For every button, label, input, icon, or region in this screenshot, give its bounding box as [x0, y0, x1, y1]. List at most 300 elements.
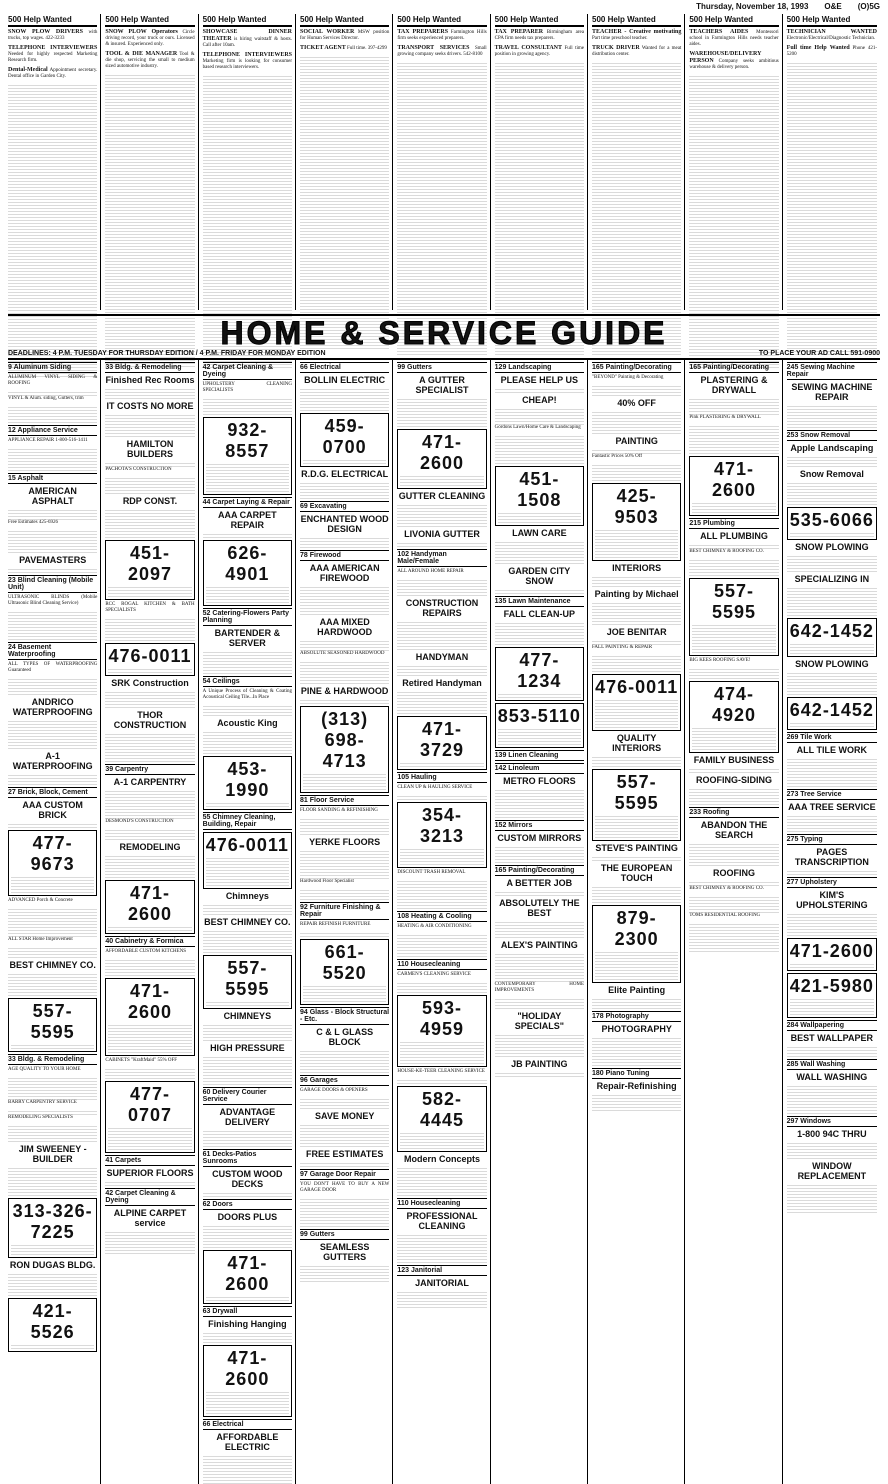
ad-text: AFFORDABLE ELECTRIC: [216, 1432, 279, 1452]
ad-body-text: [105, 1067, 194, 1079]
service-ad: [592, 483, 681, 561]
ad-text: GARDEN CITY SNOW: [508, 566, 571, 586]
service-ad: [105, 978, 194, 1056]
classified-text-filler: [203, 929, 292, 953]
ad-text: BARRY CARPENTRY SERVICE: [8, 1100, 77, 1105]
classified-text-filler: [8, 677, 97, 695]
service-ad: [203, 510, 292, 538]
service-ad: [300, 922, 389, 937]
help-wanted-ad: [8, 29, 97, 42]
ad-phone-number: 593-4959: [419, 998, 465, 1039]
ad-body-text: [692, 623, 775, 653]
classified-text-filler: [108, 1023, 191, 1053]
ad-body-text: [592, 575, 681, 587]
classified-text-filler: [689, 543, 778, 549]
classified-text-filler: [689, 787, 778, 805]
classified-text-filler: [790, 531, 874, 537]
classified-text-filler: [790, 642, 874, 654]
ad-text: BEST CHIMNEY & ROOFING CO.: [689, 886, 764, 891]
classified-text-filler: [105, 690, 194, 708]
ad-text: HOUSE-KE-TEER CLEANING SERVICE: [397, 1069, 485, 1074]
classified-text-filler: [397, 1290, 486, 1308]
service-ad: [300, 469, 389, 499]
service-ad: [203, 628, 292, 674]
ad-text: SPECIALIZING IN: [794, 574, 870, 584]
classified-text-filler: [397, 933, 486, 957]
service-ad: [300, 514, 389, 548]
service-ad: [105, 401, 194, 437]
service-ad: [397, 716, 486, 770]
ad-text: PACHOTA'S CONSTRUCTION: [105, 467, 172, 472]
service-ad: [592, 905, 681, 983]
ad-body-text: [790, 997, 874, 1015]
ad-text: DESMOND'S CONSTRUCTION: [105, 819, 174, 824]
ad-text: DISCOUNT TRASH REMOVAL: [397, 870, 466, 875]
classified-text-filler: [592, 855, 681, 861]
classified-text-filler: [8, 567, 97, 573]
ad-body-text: [11, 1043, 94, 1049]
service-ad: [203, 1043, 292, 1085]
classified-text-filler: [787, 1141, 877, 1159]
help-wanted-ad-text: Tool & die shop, servicing the small to medium sized automotive industry.: [105, 52, 195, 69]
ad-body-text: [8, 1124, 97, 1142]
classified-text-filler: [397, 397, 486, 427]
help-wanted-heading: 500 Help Wanted: [495, 14, 584, 27]
ad-body-text: [206, 1000, 289, 1006]
ad-body-text: [787, 912, 877, 936]
help-wanted-heading: 500 Help Wanted: [397, 14, 486, 27]
guide-column: [105, 360, 198, 1484]
ad-body-text: [105, 617, 194, 641]
service-ad: [689, 415, 778, 454]
classified-text-filler: [592, 61, 681, 357]
classified-text-filler: [105, 508, 194, 538]
ad-body-text: [689, 880, 778, 886]
service-ad: [787, 1161, 877, 1213]
help-wanted-ad-text: Needed for highly respected Marketing Research firm.: [8, 52, 98, 63]
service-ad: [8, 375, 97, 396]
ad-phone-number: 471-2600: [127, 883, 173, 924]
ad-body-text: [108, 1023, 191, 1053]
ad-text: A-1 WATERPROOFING: [12, 751, 93, 771]
ad-body-text: [300, 849, 389, 879]
category-heading: 99 Gutters: [300, 1229, 389, 1240]
ad-text: Gordons Lawn/Home Care & Landscaping: [494, 425, 581, 430]
header-page: (O)5G: [857, 2, 880, 11]
category-heading: 99 Gutters: [397, 362, 486, 373]
ad-phone-number: 477-9673: [30, 833, 75, 874]
classified-text-filler: [8, 822, 97, 828]
help-wanted-ad-title: Full time Help Wanted: [786, 45, 850, 51]
ad-text: RON DUGAS BLDG.: [9, 1260, 96, 1270]
service-ad: [300, 837, 389, 879]
service-ad: [8, 830, 97, 896]
help-wanted-ad-title: SNOW PLOW DRIVERS: [8, 29, 83, 35]
classified-text-filler: [495, 588, 584, 594]
help-wanted-ad: [787, 29, 877, 42]
category-heading: 33 Bldg. & Remodeling: [105, 362, 194, 373]
ad-text: REMODELING SPECIALISTS: [8, 1115, 73, 1120]
ad-text: REPAIR REFINISH FURNITURE: [300, 922, 371, 927]
service-ad: [689, 375, 778, 415]
service-ad: [787, 618, 877, 657]
classified-text-filler: [689, 922, 778, 952]
service-ad: [8, 662, 97, 695]
category-heading: 110 Housecleaning: [397, 1198, 486, 1209]
classified-text-filler: [592, 384, 681, 396]
ad-text: CABINETS "KraftMaid" 55% OFF: [105, 1058, 178, 1063]
ad-text: AAA MIXED HARDWOOD: [317, 617, 373, 637]
category-heading: 78 Firewood: [300, 550, 389, 561]
classified-text-filler: [203, 730, 292, 754]
ad-phone-number: 557-5595: [711, 581, 757, 622]
ad-text: PAINTING: [615, 436, 658, 446]
help-wanted-column: [203, 14, 296, 310]
service-ad: [8, 697, 97, 749]
classified-text-filler: [300, 1123, 389, 1147]
classified-text-filler: [790, 721, 874, 727]
ad-body-text: [206, 462, 289, 492]
ad-text: AGE QUALITY TO YOUR HOME: [8, 1067, 81, 1072]
help-wanted-ad-title: TRANSPORT SERVICES: [397, 45, 470, 51]
ad-text: YOU DON'T HAVE TO BUY A NEW GARAGE DOOR: [300, 1182, 390, 1193]
classified-text-filler: [105, 1067, 194, 1079]
help-wanted-ad-title: TAX PREPARERS: [397, 29, 449, 35]
help-wanted-ad-text: Circle driving record, your truck or ours. Licensed & insured. Experienced only.: [105, 30, 195, 47]
service-ad: [105, 949, 194, 976]
classified-text-filler: [498, 692, 581, 698]
help-wanted-ad: [689, 51, 778, 71]
help-wanted-ad-text: Marketing firm is looking for consumer based research interviewers.: [202, 59, 292, 70]
service-ad: [592, 645, 681, 672]
classified-text-filler: [203, 532, 292, 538]
ad-text: 40% OFF: [617, 398, 656, 408]
service-ad: [495, 982, 584, 1009]
category-heading: 139 Linen Cleaning: [495, 750, 584, 761]
service-ad: [105, 439, 194, 467]
service-ad: [203, 917, 292, 953]
service-ad: [8, 396, 97, 423]
ad-body-text: [400, 761, 483, 767]
classified-text-filler: [300, 698, 389, 704]
help-wanted-ad-text: Birmingham area CPA firm needs tax preparers.: [494, 30, 584, 41]
service-ad: [397, 1154, 486, 1196]
service-ad: [300, 939, 389, 1005]
service-ad: [8, 1260, 97, 1296]
service-ad: [397, 870, 486, 909]
ad-body-text: [8, 822, 97, 828]
ad-body-text: [206, 856, 289, 886]
classified-text-filler: [400, 1131, 483, 1149]
ad-body-text: [8, 447, 97, 471]
service-ad: [397, 924, 486, 957]
classified-text-filler: [790, 962, 874, 968]
ad-text: ABSOLUTELY THE BEST: [499, 898, 580, 918]
ad-body-text: [105, 690, 194, 708]
ad-text: HAMILTON BUILDERS: [126, 439, 174, 459]
ad-body-text: [397, 620, 486, 650]
help-wanted-ad: [495, 29, 584, 42]
help-wanted-ad-title: TELEPHONE INTERVIEWERS: [8, 45, 98, 51]
ad-body-text: [8, 677, 97, 695]
classified-text-filler: [8, 946, 97, 958]
category-heading: 245 Sewing Machine Repair: [787, 362, 877, 380]
ad-body-text: [592, 885, 681, 903]
ad-body-text: [108, 1126, 191, 1150]
ad-phone-number: 477-1234: [517, 650, 562, 691]
ad-text: SNOW PLOWING: [795, 659, 869, 669]
service-ad: [203, 832, 292, 889]
service-ad: [592, 589, 681, 625]
help-wanted-ad: [203, 29, 292, 49]
service-ad: [203, 1212, 292, 1248]
help-wanted-ad: [397, 45, 486, 58]
ad-text: APPLIANCE REPAIR 1-800-516-1411: [8, 438, 88, 443]
ad-body-text: [203, 1454, 292, 1484]
classified-text-filler: [787, 1045, 877, 1057]
ad-text: CUSTOM MIRRORS: [497, 833, 582, 843]
service-ad: [105, 842, 194, 878]
service-ad: [689, 868, 778, 886]
ad-body-text: [397, 690, 486, 714]
service-ad: [8, 898, 97, 937]
ad-text: "BEYOND" Painting & Decorating: [592, 375, 664, 380]
ad-body-text: [787, 554, 877, 572]
ad-body-text: [8, 972, 97, 996]
classified-text-filler: [397, 61, 486, 357]
classified-text-filler: [689, 880, 778, 886]
ad-text: HANDYMAN: [415, 652, 469, 662]
service-ad: [105, 1168, 194, 1186]
classified-text-filler: [689, 767, 778, 773]
ad-text: BOLLIN ELECTRIC: [304, 375, 386, 385]
ad-phone-number: 557-5595: [614, 772, 659, 813]
help-wanted-ad: [300, 45, 389, 52]
ad-body-text: [689, 842, 778, 866]
ad-body-text: [397, 1233, 486, 1263]
ad-text: PLEASE HELP US: [500, 375, 578, 385]
service-ad: [495, 898, 584, 938]
ad-text: Finishing Hanging: [208, 1319, 287, 1329]
classified-text-filler: [397, 1078, 486, 1084]
ad-text: CHEAP!: [522, 395, 557, 405]
classified-text-filler: [400, 761, 483, 767]
category-heading: 44 Carpet Laying & Repair: [203, 497, 292, 508]
classified-text-filler: [400, 1040, 483, 1064]
ad-phone-number: 451-2097: [127, 543, 173, 584]
help-wanted-ad-text: Part time preschool teacher.: [592, 36, 648, 41]
service-ad: [397, 785, 486, 800]
ad-body-text: [206, 585, 289, 603]
ad-phone-number: 421-5980: [789, 976, 874, 996]
classified-text-filler: [8, 972, 97, 996]
ad-text: AAA AMERICAN FIREWOOD: [309, 563, 380, 583]
ad-body-text: [787, 586, 877, 616]
category-heading: 24 Basement Waterproofing: [8, 642, 97, 660]
guide-column: [300, 360, 393, 1484]
service-ad: [203, 382, 292, 415]
ad-body-text: [105, 476, 194, 494]
classified-text-filler: [397, 879, 486, 909]
classified-text-filler: [397, 690, 486, 714]
ad-text: R.D.G. ELECTRICAL: [301, 469, 389, 479]
service-ad: [300, 1149, 389, 1167]
classified-text-filler: [303, 458, 386, 464]
service-ad: [105, 1058, 194, 1079]
ad-body-text: [689, 558, 778, 576]
ad-phone-number: 471-2600: [225, 1348, 270, 1389]
help-wanted-ad-title: Dental-Medical: [8, 67, 48, 73]
classified-text-filler: [203, 1224, 292, 1248]
service-ad: [8, 751, 97, 785]
ad-body-text: [105, 1230, 194, 1254]
classified-text-filler: [105, 828, 194, 840]
service-ad: [397, 569, 486, 596]
help-wanted-ad-title: TICKET AGENT: [300, 45, 346, 51]
ad-body-text: [105, 461, 194, 467]
ad-body-text: [397, 981, 486, 993]
category-heading: 129 Landscaping: [495, 362, 584, 373]
category-heading: 275 Typing: [787, 834, 877, 845]
ad-text: Snow Removal: [799, 469, 864, 479]
ad-body-text: [300, 1264, 389, 1282]
ad-text: Hardwood Floor Specialist: [300, 879, 354, 884]
category-heading: 135 Lawn Maintenance: [495, 596, 584, 607]
ad-body-text: [105, 1180, 194, 1186]
service-ad: [787, 1129, 877, 1159]
ad-text: 1-800 94C THRU: [797, 1129, 867, 1139]
ad-phone-number: 471-2600: [127, 981, 173, 1022]
ad-body-text: [105, 413, 194, 437]
help-wanted-ad-text: Full time position in growing agency.: [494, 46, 584, 57]
help-wanted-heading: 500 Help Wanted: [787, 14, 877, 27]
ad-body-text: [303, 458, 386, 464]
service-ad: [300, 1027, 389, 1073]
ad-body-text: [397, 503, 486, 527]
help-wanted-ad-text: with trucks, top wages. 422-3233: [8, 30, 98, 41]
help-wanted-ad-text: Small growing company seeks drivers. 542-8100: [397, 46, 487, 57]
ad-body-text: [206, 1295, 289, 1301]
service-ad: [8, 1144, 97, 1196]
ad-text: CONTEMPORARY HOME IMPROVEMENTS: [494, 982, 584, 993]
service-ad: [8, 520, 97, 553]
classified-text-filler: [689, 424, 778, 454]
ad-text: ALUMINUM VINYL SIDING & ROOFING: [8, 375, 98, 386]
service-ad: [592, 375, 681, 396]
ad-body-text: [105, 789, 194, 819]
ad-text: UPHOLSTERY CLEANING SPECIALISTS: [202, 382, 292, 393]
ad-text: ADVANTAGE DELIVERY: [219, 1107, 276, 1127]
help-wanted-column: [300, 14, 393, 310]
service-ad: [105, 1208, 194, 1254]
service-ad: [787, 697, 877, 730]
ad-phone-number: 471-2600: [225, 1253, 270, 1294]
classified-text-filler: [105, 1180, 194, 1186]
service-ad: [592, 436, 681, 454]
service-ad: [495, 395, 584, 425]
classified-text-filler: [495, 621, 584, 645]
service-ad: [689, 658, 778, 679]
service-ad: [300, 1111, 389, 1147]
classified-text-filler: [495, 890, 584, 896]
help-wanted-column: [592, 14, 685, 310]
classified-text-filler: [105, 854, 194, 878]
ad-body-text: [203, 730, 292, 754]
classified-text-filler: [495, 1071, 584, 1077]
ad-text: GUTTER CLEANING: [398, 491, 486, 501]
service-ad: [787, 973, 877, 1018]
ad-text: FREE ESTIMATES: [305, 1149, 384, 1159]
classified-text-filler: [8, 1109, 97, 1115]
ad-body-text: [203, 397, 292, 415]
service-ad: [397, 1086, 486, 1152]
classified-text-filler: [8, 390, 97, 396]
ad-text: JB PAINTING: [511, 1059, 568, 1069]
ad-text: SEWING MACHINE REPAIR: [791, 382, 873, 402]
ad-body-text: [300, 481, 389, 499]
ad-text: "HOLIDAY SPECIALS": [514, 1011, 564, 1031]
ad-text: ENCHANTED WOOD DESIGN: [300, 514, 389, 534]
ad-text: AAA TREE SERVICE: [788, 802, 876, 812]
ad-text: SEAMLESS GUTTERS: [319, 1242, 370, 1262]
ad-text: A BETTER JOB: [506, 878, 573, 888]
ad-body-text: [689, 767, 778, 773]
ad-body-text: [592, 448, 681, 454]
classified-text-filler: [689, 667, 778, 679]
guide-title: HOME & SERVICE GUIDE: [220, 315, 668, 351]
classified-text-filler: [790, 997, 874, 1015]
classified-text-filler: [495, 540, 584, 564]
help-wanted-ad-title: TECHNICIAN WANTED: [786, 29, 877, 35]
ad-text: SNOW PLOWING: [795, 542, 869, 552]
classified-text-filler: [495, 920, 584, 938]
service-ad: [495, 833, 584, 863]
service-ad: [495, 375, 584, 393]
category-heading: 61 Decks-Patios Sunrooms: [203, 1149, 292, 1167]
help-wanted-ad-text: is hiring waitstaff & hosts. Call after 10am.: [202, 37, 292, 48]
classified-text-filler: [495, 788, 584, 818]
help-wanted-column: [689, 14, 782, 310]
ad-body-text: [495, 890, 584, 896]
classified-text-filler: [105, 387, 194, 399]
ad-body-text: [495, 1071, 584, 1077]
guide-column: [787, 360, 880, 1484]
classified-text-filler: [206, 462, 289, 492]
ad-text: Retired Handyman: [402, 678, 482, 688]
help-wanted-ad: [300, 29, 389, 42]
service-ad: [203, 1345, 292, 1417]
ad-phone-number: 879-2300: [614, 908, 659, 949]
ad-body-text: [8, 567, 97, 573]
ad-phone-number: 471-2600: [789, 941, 874, 961]
ad-body-text: [203, 532, 292, 538]
classified-text-filler: [787, 404, 877, 428]
service-guide-columns: [8, 360, 880, 1452]
ad-text: ALL PLUMBING: [700, 531, 768, 541]
help-wanted-column: [495, 14, 588, 310]
service-ad: [592, 627, 681, 645]
service-ad: [203, 1169, 292, 1197]
help-wanted-ad: [8, 45, 97, 64]
service-ad: [495, 1011, 584, 1057]
help-wanted-ad: [689, 29, 778, 48]
ad-text: LAWN CARE: [512, 528, 567, 538]
ad-body-text: [495, 1033, 584, 1057]
service-ad: [8, 998, 97, 1052]
category-heading: 66 Electrical: [300, 362, 389, 373]
ad-text: WINDOW REPLACEMENT: [797, 1161, 867, 1181]
classified-text-filler: [692, 726, 775, 750]
